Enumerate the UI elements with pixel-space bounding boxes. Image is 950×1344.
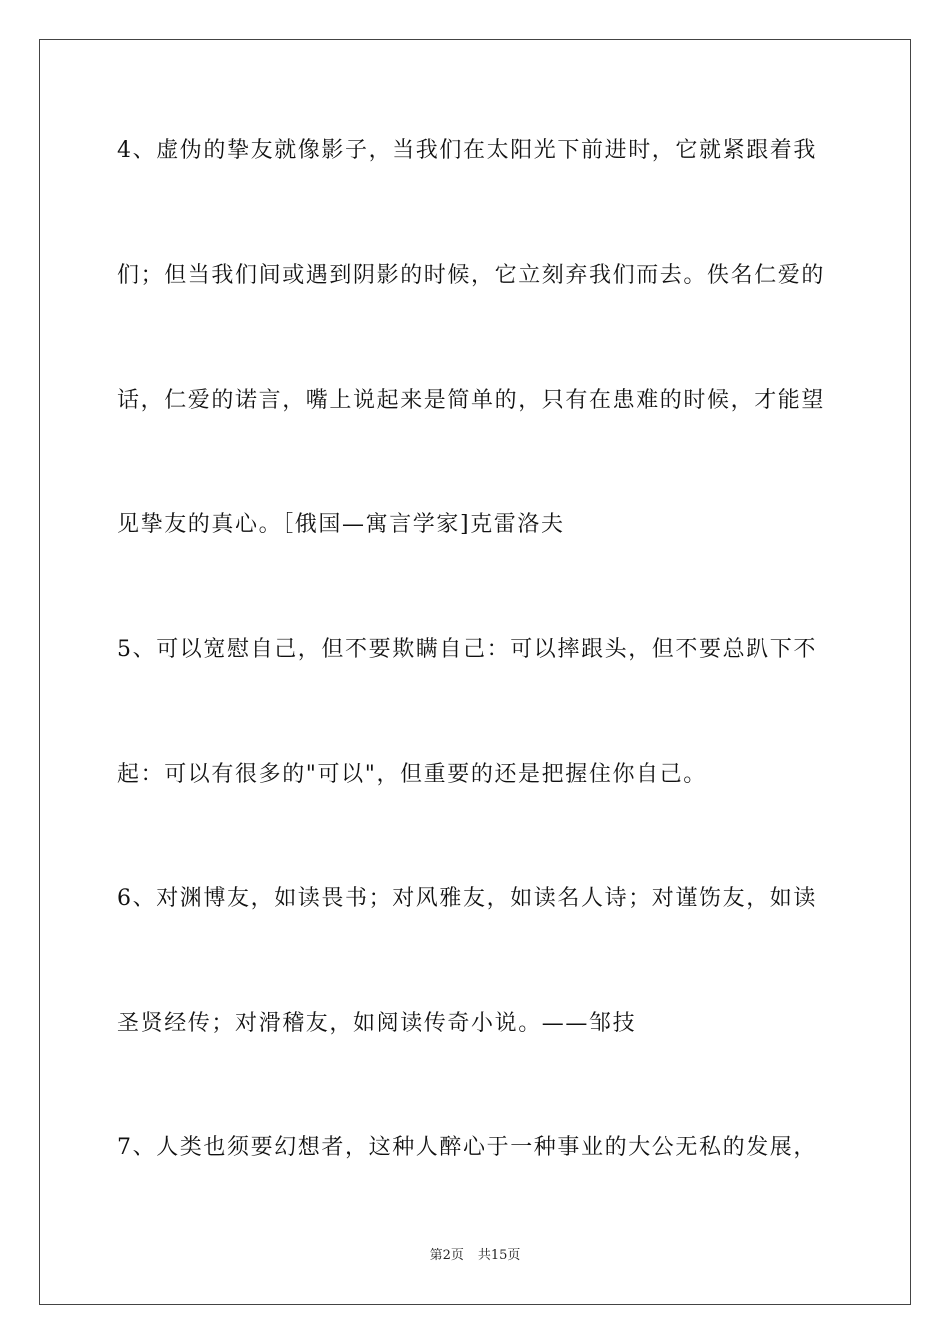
text-line-3: 话，仁爱的诺言，嘴上说起来是简单的，只有在患难的时候，才能望 [117, 388, 826, 413]
text-line-7: 6、对渊博友，如读畏书；对风雅友，如读名人诗；对谨饬友，如读 [117, 886, 817, 911]
text-line-2: 们；但当我们间或遇到阴影的时候，它立刻弃我们而去。佚名仁爱的 [117, 263, 826, 288]
text-line-6: 起：可以有很多的"可以"，但重要的还是把握住你自己。 [117, 762, 707, 787]
page-number: 第2页 [429, 1248, 464, 1263]
text-line-9: 7、人类也须要幻想者，这种人醉心于一种事业的大公无私的发展， [117, 1135, 817, 1160]
page-footer [0, 1247, 950, 1265]
text-line-8: 圣贤经传；对滑稽友，如阅读传奇小说。——邹技 [117, 1011, 637, 1036]
text-line-5: 5、可以宽慰自己，但不要欺瞒自己：可以摔跟头，但不要总趴下不 [117, 637, 817, 662]
text-line-4: 见挚友的真心。［俄国—寓言学家]克雷洛夫 [117, 512, 565, 537]
text-line-1: 4、虚伪的挚友就像影子，当我们在太阳光下前进时，它就紧跟着我 [117, 138, 817, 163]
page-total: 共15页 [477, 1248, 521, 1263]
page-border [39, 39, 911, 1305]
